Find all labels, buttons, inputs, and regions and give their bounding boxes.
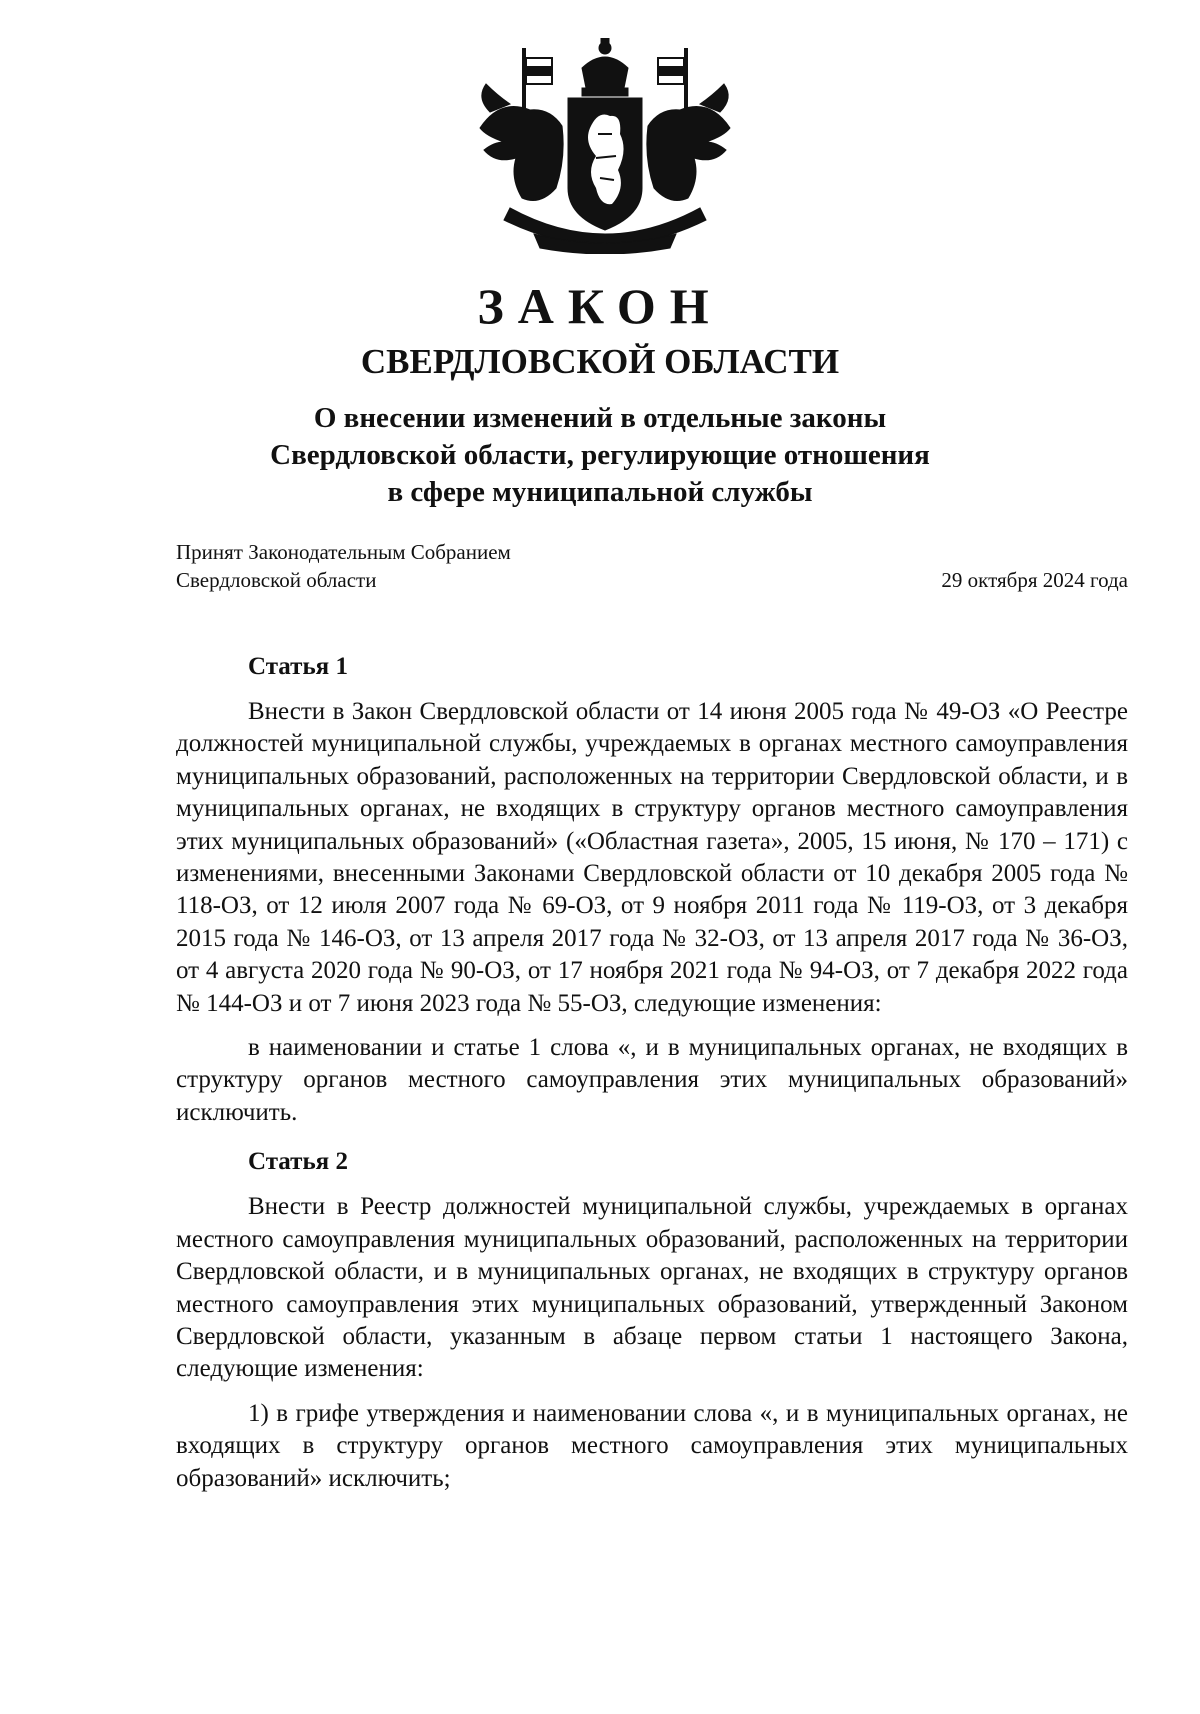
adoption-line: Принят Законодательным Собранием — [176, 540, 511, 564]
article-heading: Статья 2 — [248, 1148, 348, 1176]
law-subject-line: в сфере муниципальной службы — [387, 476, 813, 508]
law-subject-line: Свердловской области, регулирующие отношения — [270, 439, 930, 471]
law-body — [176, 650, 1128, 1495]
law-subject-line: О внесении изменений в отдельные законы — [313, 402, 887, 434]
article-paragraph: в наименовании и статье 1 слова «, и в муниципальных органах, не входящих в структуру органов местного самоуправления этих муниципальных образований» исключить. — [176, 1034, 1128, 1126]
adoption-block — [176, 538, 1128, 594]
article-paragraph: 1) в грифе утверждения и наименовании слова «, и в муниципальных органах, не входящих в структуру органов местного самоуправления этих муниципальных образований» исключить; — [176, 1399, 1128, 1492]
article-paragraph: Внести в Реестр должностей муниципальной службы, учреждаемых в органах местного самоуправления муниципальных образований, расположенных на территории Свердловской области, и в муниципальных органах, не входящих в структуру органов местного самоуправления этих муниципальных образований, утвержденный Законом Свердловской области, указанным в абзаце первом статьи 1 настоящего Закона, следующие изменения: — [176, 1193, 1128, 1383]
law-subject — [0, 400, 1200, 511]
adoption-line: Свердловской области — [176, 568, 377, 592]
coat-of-arms-icon — [470, 38, 740, 254]
region-title: СВЕРДЛОВСКОЙ ОБЛАСТИ — [360, 342, 840, 381]
adoption-date: 29 октября 2024 года — [941, 568, 1128, 592]
article-paragraph: Внести в Закон Свердловской области от 14 июня 2005 года № 49-ОЗ «О Реестре должностей муниципальной службы, учреждаемых в органах местного самоуправления муниципальных образований, расположенных на территории Свердловской области, и в муниципальных органах, не входящих в структуру органов местного самоуправления этих муниципальных образований» («Областная газета», 2005, 15 июня, № 170 – 171) с изменениями, внесенными Законами Свердловской области от 10 декабря 2005 года № 118-ОЗ, от 12 июля 2007 года № 69-ОЗ, от 9 ноября 2011 года № 119-ОЗ, от 3 декабря 2015 года № 146-ОЗ, от 13 апреля 2017 года № 32-ОЗ, от 13 апреля 2017 года № 36-ОЗ, от 4 августа 2020 года № 90-ОЗ, от 17 ноября 2021 года № 94-ОЗ, от 7 декабря 2022 года № 144-ОЗ и от 7 июня 2023 года № 55-ОЗ, следующие изменения: — [176, 698, 1128, 1017]
article-heading: Статья 1 — [248, 653, 348, 680]
law-title: ЗАКОН — [477, 278, 723, 334]
